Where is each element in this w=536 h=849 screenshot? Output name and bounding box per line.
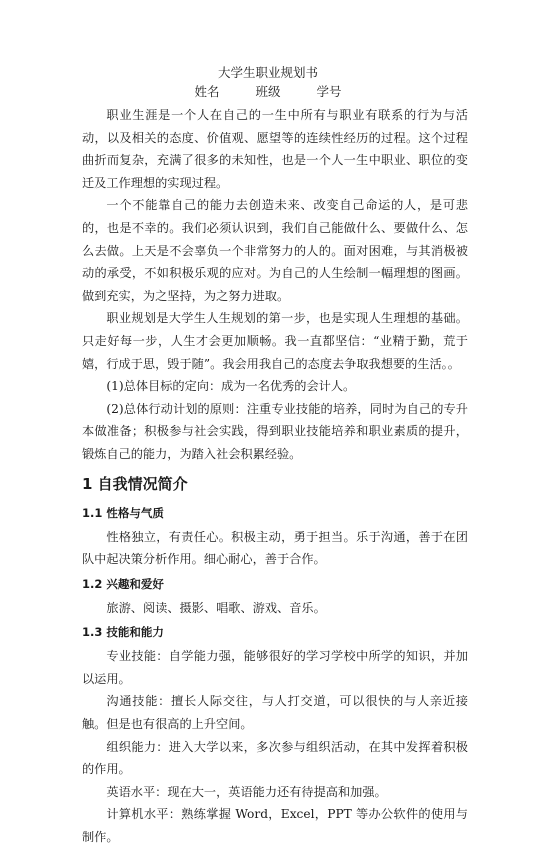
subsection-heading-hobbies: 1.2 兴趣和爱好	[82, 576, 164, 591]
paragraph-goal: (1)总体目标的定向：成为一名优秀的会计人。	[106, 379, 356, 394]
paragraph-motivation: 一个不能靠自己的能力去创造未来、改变自己命运的人，是可悲的，也是不幸的。我们必须认识到，我们自己能做什么、要做什么、怎么去做。上天是不会辜负一个非常努力的人的。面对困难，与其消极被动的承受，不如积极乐观的应对。为自己的人生绘制一幅理想的图画。做到充实，为之坚持，为之努力进取。	[82, 198, 468, 303]
paragraph-intro: 职业生涯是一个人在自己的一生中所有与职业有联系的行为与活动，以及相关的态度、价值观、愿望等的连续性经历的过程。这个过程曲折而复杂，充满了很多的未知性，也是一个人一生中职业、职位的变迁及工作理想的实现过程。	[82, 108, 468, 190]
paragraph-personality: 性格独立，有责任心。积极主动，勇于担当。乐于沟通，善于在团队中起决策分析作用。细心耐心，善于合作。	[82, 529, 468, 567]
paragraph-organization-skill: 组织能力：进入大学以来，多次参与组织活动，在其中发挥着积极的作用。	[82, 739, 468, 777]
document-body	[82, 104, 468, 849]
subsection-heading-personality: 1.1 性格与气质	[82, 505, 164, 520]
section-heading: 1 自我情况简介	[82, 474, 188, 493]
document-title: 大学生职业规划书	[217, 65, 318, 80]
meta-id-label: 学号	[316, 84, 342, 99]
paragraph-computer-level: 计算机水平：熟练掌握 Word，Excel，PPT 等办公软件的使用与制作。	[82, 807, 468, 845]
paragraph-hobbies: 旅游、阅读、摄影、唱歌、游戏、音乐。	[106, 600, 326, 615]
paragraph-english-level: 英语水平：现在大一，英语能力还有待提高和加强。	[106, 784, 387, 799]
meta-name-label: 姓名	[194, 84, 220, 99]
paragraph-communication-skill: 沟通技能：擅长人际交往，与人打交道，可以很快的与人亲近接触。但是也有很高的上升空间。	[82, 694, 468, 732]
subsection-heading-skills: 1.3 技能和能力	[82, 625, 164, 640]
paragraph-planning: 职业规划是大学生人生规划的第一步，也是实现人生理想的基础。只走好每一步，人生才会更加顺畅。我一直都坚信：“业精于勤，荒于嬉，行成于思，毁于随”。我会用我自己的态度去争取我想要的生活。。	[82, 311, 468, 371]
paragraph-plan-principle: (2)总体行动计划的原则：注重专业技能的培养，同时为自己的专升本做准备；积极参与社会实践，得到职业技能培养和职业素质的提升，锻炼自己的能力，为踏入社会积累经验。	[82, 401, 468, 461]
paragraph-professional-skill: 专业技能：自学能力强，能够很好的学习学校中所学的知识，并加以运用。	[82, 649, 468, 686]
meta-class-label: 班级	[255, 84, 281, 99]
document-meta	[0, 83, 536, 101]
